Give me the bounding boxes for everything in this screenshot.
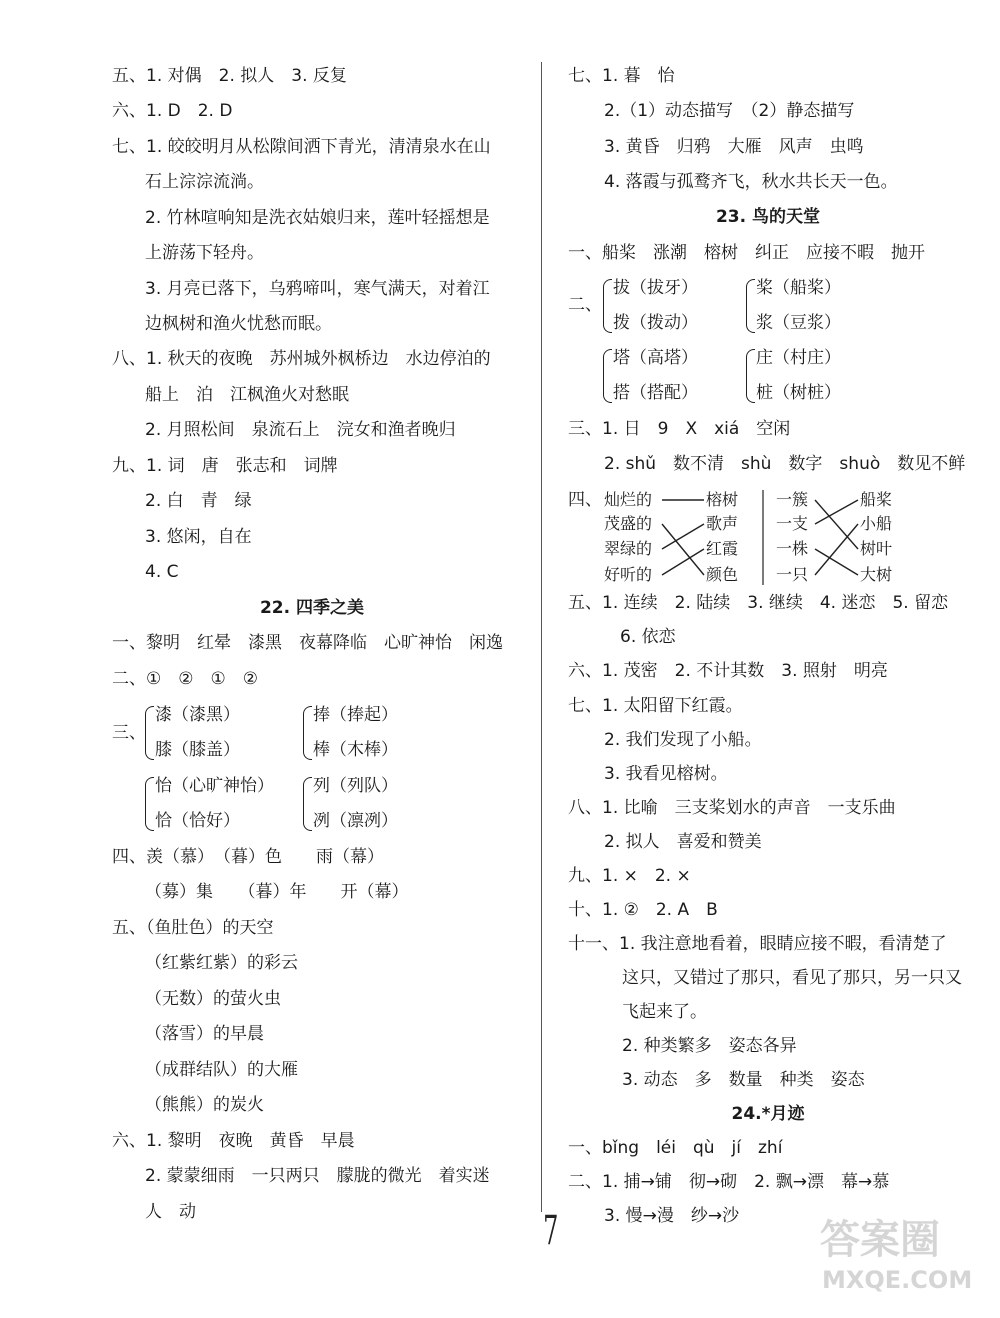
word-pair: 拨（拨动） bbox=[613, 313, 698, 333]
answer-line: 3. 月亮已落下，乌鸦啼叫，寒气满天，对着江 bbox=[145, 279, 490, 299]
word-pair: 搭（搭配） bbox=[613, 383, 698, 403]
answer-line: 上游荡下轻舟。 bbox=[145, 243, 264, 263]
watermark-url: MXQE.COM bbox=[822, 1266, 973, 1294]
word-pair: 塔（高塔） bbox=[613, 348, 698, 368]
answer-line: 4. 落霞与孤鹜齐飞，秋水共长天一色。 bbox=[604, 172, 898, 192]
answer-line: 4. C bbox=[145, 562, 179, 582]
match-word: 榕树 bbox=[706, 490, 739, 509]
match-word: 颜色 bbox=[706, 565, 739, 584]
matching-exercise bbox=[548, 0, 1000, 600]
answer-line: 十一、1. 我注意地看着，眼睛应接不暇，看清楚了 bbox=[568, 934, 947, 954]
answer-line: 2. 白 青 绿 bbox=[145, 491, 252, 511]
match-word: 树叶 bbox=[860, 539, 893, 558]
answer-line: （落雪）的早晨 bbox=[145, 1024, 264, 1044]
answer-line: （募）集 （暮）年 开（幕） bbox=[145, 882, 409, 902]
word-pair: 浆（豆浆） bbox=[756, 313, 841, 333]
answer-line: 三、1. 日 9 X xiá 空闲 bbox=[568, 419, 791, 439]
section-title-24: 24.*月迹 bbox=[731, 1104, 805, 1124]
answer-line: 3. 慢→漫 纱→沙 bbox=[604, 1206, 740, 1226]
answer-line: 一、bǐng léi qù jí zhí bbox=[568, 1138, 783, 1158]
match-word: 翠绿的 bbox=[604, 539, 653, 558]
match-word: 一簇 bbox=[776, 490, 809, 509]
answer-line: 九、1. × 2. × bbox=[568, 866, 691, 886]
answer-line: 九、1. 词 唐 张志和 词牌 bbox=[112, 456, 338, 476]
word-pair: 恰（恰好） bbox=[155, 811, 240, 831]
watermark-logo bbox=[812, 1200, 992, 1310]
match-word: 大树 bbox=[860, 565, 893, 584]
answer-line: 6. 依恋 bbox=[620, 627, 676, 647]
brace bbox=[303, 777, 312, 831]
match-word: 一只 bbox=[776, 565, 809, 584]
match-word: 歌声 bbox=[706, 514, 739, 533]
answer-line: 2. 竹林喧响知是洗衣姑娘归来，莲叶轻摇想是 bbox=[145, 208, 490, 228]
answer-line: 二、① ② ① ② bbox=[112, 669, 258, 689]
brace bbox=[145, 706, 154, 760]
match-line bbox=[662, 549, 704, 575]
match-line bbox=[815, 524, 858, 575]
word-pair: 膝（膝盖） bbox=[155, 740, 240, 760]
answer-line: 五、1. 对偶 2. 拟人 3. 反复 bbox=[112, 66, 347, 86]
answer-line: 三、 bbox=[112, 723, 146, 743]
match-word: 船桨 bbox=[860, 490, 893, 509]
answer-line: 2. 月照松间 泉流石上 浣女和渔者晚归 bbox=[145, 420, 456, 440]
match-word: 小船 bbox=[860, 514, 893, 533]
answer-line: （红紫红紫）的彩云 bbox=[145, 953, 298, 973]
answer-line: 六、1. 黎明 夜晚 黄昏 早晨 bbox=[112, 1131, 355, 1151]
section-title-22: 22. 四季之美 bbox=[259, 598, 365, 618]
match-word: 红霞 bbox=[706, 539, 739, 558]
answer-line: 飞起来了。 bbox=[622, 1002, 707, 1022]
answer-line: 这只，又错过了那只，看见了那只，另一只又 bbox=[622, 968, 962, 988]
answer-line: （无数）的萤火虫 bbox=[145, 989, 281, 1009]
answer-line: 边枫树和渔火忧愁而眠。 bbox=[145, 314, 332, 334]
answer-line: 人 动 bbox=[145, 1202, 196, 1222]
word-pair: 列（列队） bbox=[313, 776, 398, 796]
match-word: 一株 bbox=[776, 539, 809, 558]
answer-line: 六、1. D 2. D bbox=[112, 101, 233, 121]
answer-line: 七、1. 暮 怡 bbox=[568, 66, 675, 86]
answer-line: 船上 泊 江枫渔火对愁眠 bbox=[145, 385, 349, 405]
answer-line: 2. 拟人 喜爱和赞美 bbox=[604, 832, 762, 852]
page-number: 7 bbox=[543, 1208, 559, 1254]
match-line bbox=[815, 500, 858, 524]
answer-line: 石上淙淙流淌。 bbox=[145, 172, 264, 192]
word-pair: 冽（凛冽） bbox=[313, 811, 398, 831]
answer-line: 一、黎明 红晕 漆黑 夜幕降临 心旷神怡 闲逸 bbox=[112, 633, 503, 653]
answer-line: 七、1. 皎皎明月从松隙间洒下青光，清清泉水在山 bbox=[112, 137, 491, 157]
answer-line: 一、船桨 涨潮 榕树 纠正 应接不暇 抛开 bbox=[568, 243, 925, 263]
answer-line: 六、1. 茂密 2. 不计其数 3. 照射 明亮 bbox=[568, 661, 888, 681]
word-pair: 桩（树桩） bbox=[756, 383, 841, 403]
brace bbox=[145, 777, 154, 831]
brace bbox=[303, 706, 312, 760]
answer-line: 2. shǔ 数不清 shù 数字 shuò 数见不鲜 bbox=[604, 454, 966, 474]
answer-line: 2. 种类繁多 姿态各异 bbox=[622, 1036, 797, 1056]
match-line bbox=[815, 500, 858, 549]
watermark-title: 答案圈 bbox=[820, 1217, 940, 1263]
answer-line: 十、1. ② 2. A B bbox=[568, 900, 718, 920]
answer-line: （成群结队）的大雁 bbox=[145, 1060, 298, 1080]
answer-line: 3. 悠闲，自在 bbox=[145, 527, 252, 547]
answer-line: 2. 我们发现了小船。 bbox=[604, 730, 762, 750]
match-line bbox=[662, 524, 704, 575]
answer-line: 3. 动态 多 数量 种类 姿态 bbox=[622, 1070, 865, 1090]
answer-line: 四、羡（慕） （暮）色 雨（幕） bbox=[112, 847, 384, 867]
answer-line: 二、 bbox=[568, 295, 602, 315]
match-word: 一支 bbox=[776, 514, 809, 533]
word-pair: 漆（漆黑） bbox=[155, 705, 240, 725]
answer-line: 3. 我看见榕树。 bbox=[604, 764, 728, 784]
answer-line: 五、（鱼肚色）的天空 bbox=[112, 918, 274, 938]
match-word: 灿烂的 bbox=[604, 490, 653, 509]
section-title-23: 23. 鸟的天堂 bbox=[715, 207, 821, 227]
answer-line: 四、 bbox=[568, 490, 602, 510]
answer-line: （熊熊）的炭火 bbox=[145, 1095, 264, 1115]
answer-line: 八、1. 秋天的夜晚 苏州城外枫桥边 水边停泊的 bbox=[112, 349, 491, 369]
answer-line: 八、1. 比喻 三支桨划水的声音 一支乐曲 bbox=[568, 798, 896, 818]
word-pair: 庄（村庄） bbox=[756, 348, 841, 368]
word-pair: 怡（心旷神怡） bbox=[155, 776, 274, 796]
match-line bbox=[662, 524, 704, 549]
word-pair: 拔（拔牙） bbox=[613, 278, 698, 298]
column-divider bbox=[541, 62, 542, 1212]
word-pair: 捧（捧起） bbox=[313, 705, 398, 725]
match-line bbox=[815, 549, 858, 575]
answer-line: 七、1. 太阳留下红霞。 bbox=[568, 696, 743, 716]
word-pair: 棒（木棒） bbox=[313, 740, 398, 760]
answer-line: 2.（1）动态描写 （2）静态描写 bbox=[604, 101, 855, 121]
answer-line: 二、1. 捕→铺 彻→砌 2. 飘→漂 幕→慕 bbox=[568, 1172, 890, 1192]
answer-line: 3. 黄昏 归鸦 大雁 风声 虫鸣 bbox=[604, 137, 864, 157]
match-word: 好听的 bbox=[604, 565, 653, 584]
answer-line: 2. 蒙蒙细雨 一只两只 朦胧的微光 着实迷 bbox=[145, 1166, 490, 1186]
match-word: 茂盛的 bbox=[604, 514, 653, 533]
word-pair: 桨（船桨） bbox=[756, 278, 841, 298]
answer-line: 五、1. 连续 2. 陆续 3. 继续 4. 迷恋 5. 留恋 bbox=[568, 593, 949, 613]
